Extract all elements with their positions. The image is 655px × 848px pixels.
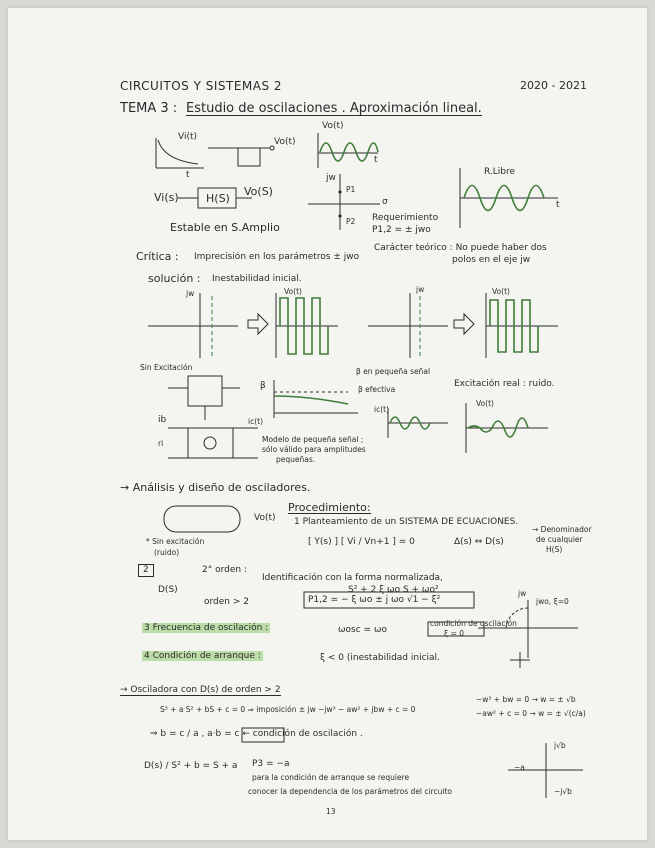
notebook-page <box>8 8 647 840</box>
jwo-xi-label: jwo, ξ=0 <box>536 597 569 606</box>
step1-text: 1 Planteamiento de un SISTEMA DE ECUACIONES. <box>294 517 519 527</box>
cond-osc-label: condición de oscilación <box>430 619 517 628</box>
p1-label: P1 <box>346 185 356 194</box>
eq-division: D(s) / S² + b = S + a <box>144 761 238 771</box>
sine-green <box>320 143 378 161</box>
ic-t-label-2: ic(t) <box>374 405 389 414</box>
procedimiento-label: Procedimiento: <box>288 501 371 514</box>
t-label-3: t <box>556 200 560 210</box>
ds-label: D(S) <box>158 585 178 595</box>
cond-arranque-text: para la condición de arranque se requiere <box>252 773 410 782</box>
critica-label: Crítica : <box>136 250 179 263</box>
vo-t-analisis: Vo(t) <box>254 513 276 523</box>
matrix-equation: [ Y(s) ] [ Vi / Vn+1 ] = 0 <box>308 537 415 547</box>
vo-label-3: Vo(t) <box>284 287 302 296</box>
ib-label: ib <box>158 415 167 425</box>
tema-title: Estudio de oscilaciones . Aproximación lineal. <box>186 101 482 116</box>
academic-year: 2020 - 2021 <box>520 79 587 92</box>
sigma-label: σ <box>382 197 388 207</box>
requerimiento-label: Requerimiento <box>372 213 439 223</box>
ic-t-label: ic(t) <box>248 417 263 426</box>
ruido-label: (ruido) <box>154 548 180 557</box>
jsqrtb-label: j√b <box>554 741 566 750</box>
vi-s-label: Vi(s) <box>154 191 179 204</box>
modelo-text: Modelo de pequeña señal ; <box>262 435 364 444</box>
vo-s-label: Vo(S) <box>244 185 273 198</box>
formula-normalizada: S² + 2 ξ ωo S + ωo² <box>348 585 439 595</box>
p2-label: P2 <box>346 217 356 226</box>
estable-label: Estable en S.Amplio <box>170 221 280 234</box>
vo-label-5: Vo(t) <box>476 399 494 408</box>
minus-jsqrtb-label: −j√b <box>554 787 572 796</box>
eq-right-2: −aw² + c = 0 → w = ± √(c/a) <box>476 709 586 718</box>
eq-right-1: −w³ + bw = 0 → w = ± √b <box>476 695 576 704</box>
formula-polos: P1,2 = − ξ ωo ± j ωo √1 − ξ² <box>308 595 441 605</box>
orden2-label: 2° orden : <box>202 565 247 575</box>
course-title: CIRCUITOS Y SISTEMAS 2 <box>120 79 283 93</box>
xi-neg-text: ξ < 0 (inestabilidad inicial. <box>320 653 440 663</box>
denominador-text-3: H(S) <box>546 545 563 554</box>
beta-peq-label: β en pequeña señal <box>356 367 431 376</box>
rlibre-label: R.Libre <box>484 167 516 177</box>
step2-marker: 2 <box>138 564 154 577</box>
identificacion-text: Identificación con la forma normalizada, <box>262 573 443 583</box>
denominador-text-2: de cualquier <box>536 535 583 544</box>
step3-highlight: 3 Frecuencia de oscilación : <box>144 623 269 633</box>
jw-label: jw <box>326 173 336 183</box>
eq-condicion: ⇒ b = c / a , a·b = c ← condición de oscilación . <box>150 729 363 739</box>
critica-text: Imprecisión en los parámetros ± jwo <box>194 252 360 262</box>
eq-caracteristica: S³ + a S² + bS + c = 0 ⇒ imposición ± jw −jw³ − aw² + jbw + c = 0 <box>160 705 416 714</box>
step4-text <box>142 652 263 661</box>
solucion-text: Inestabilidad inicial. <box>212 274 302 284</box>
tema-label: TEMA 3 : <box>120 101 178 116</box>
excitacion-real-label: Excitación real : ruido. <box>454 379 555 389</box>
minus-a-label: −a <box>514 763 525 772</box>
modelo-text-2: sólo válido para amplitudes <box>262 445 366 454</box>
jw-label-2: jw <box>186 289 195 298</box>
caracter-text-2: polos en el eje jw <box>452 255 531 265</box>
modelo-text-3: pequeñas. <box>276 455 316 464</box>
p12-label: P1,2 = ± jwo <box>372 225 431 235</box>
step4-highlight: 4 Condición de arranque : <box>144 651 261 661</box>
solucion-label: solución : <box>148 272 201 285</box>
jw-label-4: jw <box>518 589 527 598</box>
xi0-label: ξ = 0 <box>444 629 465 638</box>
beta-efec-label: β efectiva <box>358 385 396 394</box>
caracter-text: Carácter teórico : No puede haber dos <box>374 243 547 253</box>
vo-t-label: Vo(t) <box>274 137 296 147</box>
wosc-equation: ωosc = ωo <box>338 625 387 635</box>
t-label-1: t <box>186 170 190 180</box>
beta-label: β <box>260 381 266 391</box>
page-number: 13 <box>326 807 336 816</box>
h-s-label: H(S) <box>206 192 230 205</box>
denominador-text: → Denominador <box>532 525 592 534</box>
vi-t-label: Vi(t) <box>178 132 198 142</box>
jw-label-3: jw <box>416 285 425 294</box>
sin-excitacion-label: Sin Excitación <box>140 363 193 372</box>
t-label-2: t <box>374 155 378 165</box>
step3-text <box>142 624 270 633</box>
decay-curve <box>158 140 198 164</box>
orden-mayor-label: orden > 2 <box>204 597 249 607</box>
cond-arranque-text-2: conocer la dependencia de los parámetros del circuito <box>248 787 453 796</box>
analisis-heading: → Análisis y diseño de osciladores. <box>120 481 311 494</box>
sin-exc-label: * Sin excitación <box>146 537 205 546</box>
p3-label: P3 = −a <box>252 759 290 769</box>
vo-label-4: Vo(t) <box>492 287 510 296</box>
ri-label: ri <box>158 439 164 448</box>
osciladora-heading: → Osciladora con D(s) de orden > 2 <box>120 685 281 695</box>
delta-equation: Δ(s) ⇔ D(s) <box>454 537 504 547</box>
vo-t-label-2: Vo(t) <box>322 121 344 131</box>
